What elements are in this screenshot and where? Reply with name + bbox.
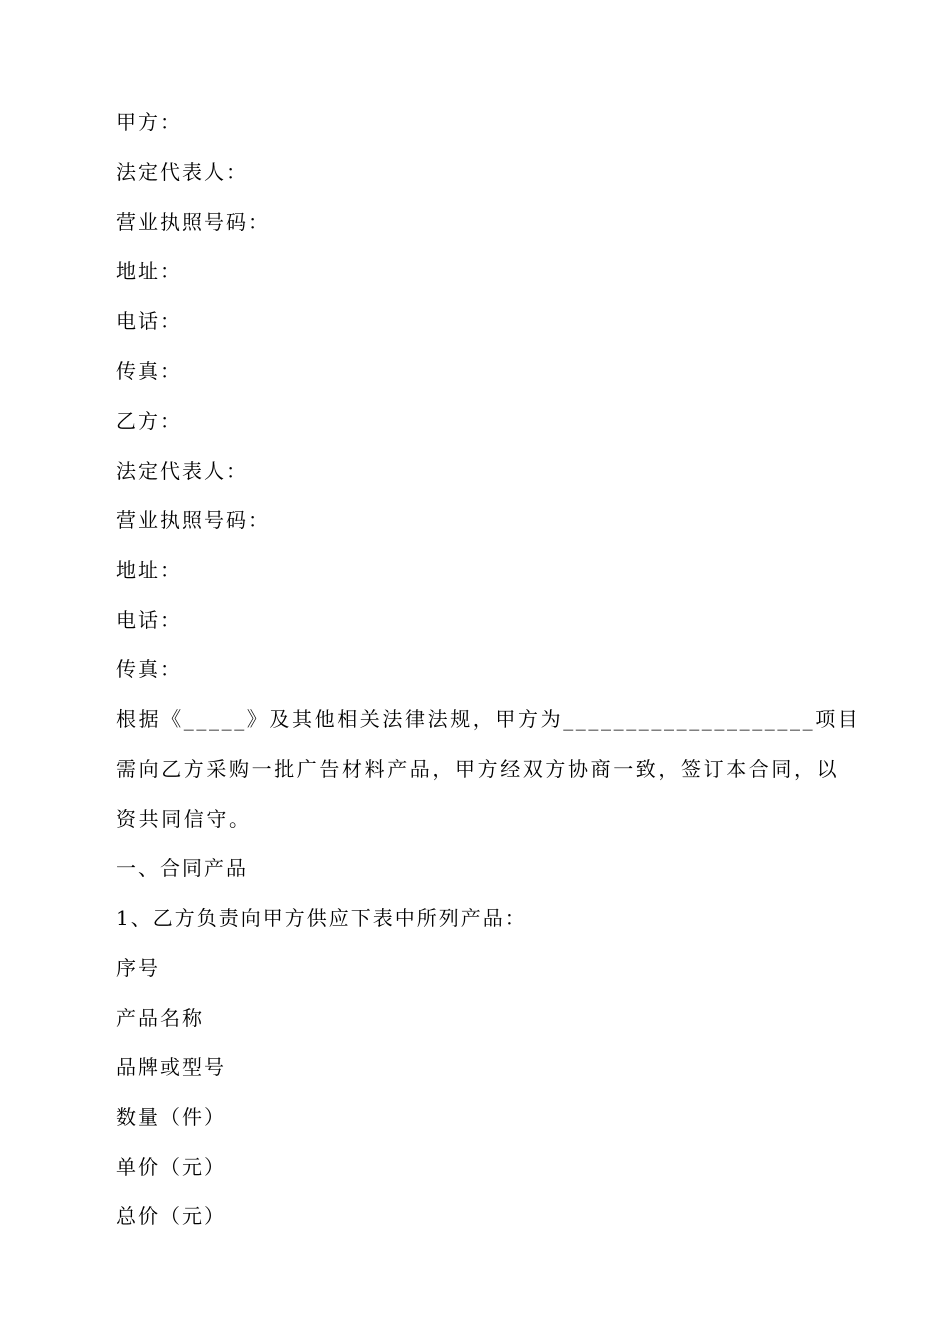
party-a-address-label: 地址： xyxy=(116,259,182,283)
party-a-license-label: 营业执照号码： xyxy=(116,210,270,234)
party-b-license-label: 营业执照号码： xyxy=(116,508,270,532)
party-b-phone-label: 电话： xyxy=(116,608,182,632)
party-b-fax-label: 传真： xyxy=(116,657,182,681)
table-header-quantity: 数量（件） xyxy=(116,1105,226,1129)
intro-line-2: 需向乙方采购一批广告材料产品，甲方经双方协商一致，签订本合同，以 xyxy=(116,757,840,781)
party-a-rep-label: 法定代表人： xyxy=(116,160,248,184)
table-header-index: 序号 xyxy=(116,956,160,980)
intro-line-1: 根据《_____》及其他相关法律法规，甲方为____________________项目 xyxy=(116,707,861,731)
table-header-unit-price: 单价（元） xyxy=(116,1155,226,1179)
party-a-phone-label: 电话： xyxy=(116,309,182,333)
section-1-clause-1: 1、乙方负责向甲方供应下表中所列产品： xyxy=(116,906,527,930)
party-b-name-label: 乙方： xyxy=(116,409,182,433)
table-header-product-name: 产品名称 xyxy=(116,1006,204,1030)
section-1-heading: 一、合同产品 xyxy=(116,856,248,880)
intro-line-3: 资共同信守。 xyxy=(116,807,252,831)
table-header-brand-model: 品牌或型号 xyxy=(116,1055,226,1079)
party-a-fax-label: 传真： xyxy=(116,359,182,383)
party-b-address-label: 地址： xyxy=(116,558,182,582)
table-header-total-price: 总价（元） xyxy=(116,1204,226,1228)
party-b-rep-label: 法定代表人： xyxy=(116,459,248,483)
party-a-name-label: 甲方： xyxy=(116,110,182,134)
